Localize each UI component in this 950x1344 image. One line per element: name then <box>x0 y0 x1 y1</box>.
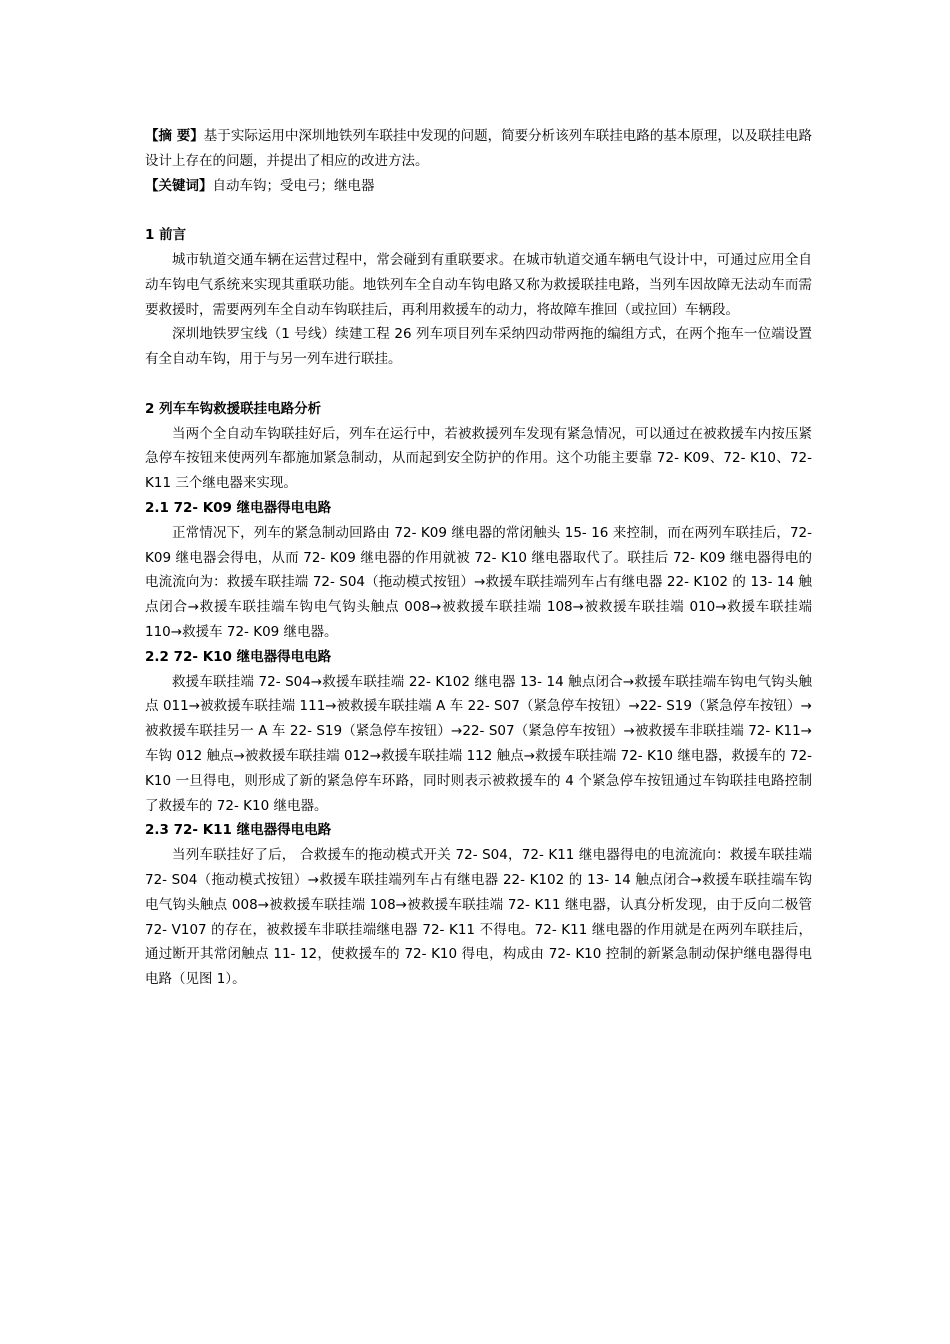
subsection-heading-2-2: 2.2 72- K10 继电器得电电路 <box>145 648 332 665</box>
paragraph: 救援车联挂端 72- S04→救援车联挂端 22- K102 继电器 13- 14 触点闭合→救援车联挂端车钩电气钩头触点 011→被救援车联挂端 111→被救援车联挂端 A 车 22- S07（紧急停车按钮）→22- S19（紧急停车按钮）→被救援车联挂另一 A 车 22- S19（紧急停车按钮）→22- S07（紧急停车按钮）→被救援车非联挂端 72- K11→车钩 012 触点→被救援车联挂端 012→救援车联挂端 112 触点→救援车联挂端 72- K10 继电器，救援车的 72- K10 一旦得电，则形成了新的紧急停车环路，同时则表示被救援车的 4 个紧急停车按钮通过车钩联挂电路控制了救援车的 72- K10 继电器。 <box>145 673 812 814</box>
paragraph: 深圳地铁罗宝线（1 号线）续建工程 26 列车项目列车采纳四动带两拖的编组方式，在两个拖车一位端设置有全自动车钩，用于与另一列车进行联挂。 <box>145 326 812 368</box>
section-heading-2: 2 列车车钩救援联挂电路分析 <box>145 400 322 417</box>
paragraph: 正常情况下，列车的紧急制动回路由 72- K09 继电器的常闭触头 15- 16 来控制，而在两列车联挂后，72- K09 继电器会得电，从而 72- K09 继电器的作用就被 72- K10 继电器取代了。联挂后 72- K09 继电器得电的电流流向为：救援车联挂端 72- S04（拖动模式按钮）→救援车联挂端列车占有继电器 22- K102 的 13- 14 触点闭合→救援车联挂端车钩电气钩头触点 008→被救援车联挂端 108→被救援车联挂端 010→救援车联挂端 110→救援车 72- K09 继电器。 <box>145 524 812 640</box>
paragraph: 当两个全自动车钩联挂好后，列车在运行中，若被救援列车发现有紧急情况，可以通过在被救援车内按压紧急停车按钮来使两列车都施加紧急制动，从而起到安全防护的作用。这个功能主要靠 72- K09、72- K10、72- K11 三个继电器来实现。 <box>145 425 812 492</box>
keywords-text: 自动车钩；受电弓；继电器 <box>212 177 375 194</box>
spacer <box>145 198 812 223</box>
keywords-label: 【关键词】 <box>145 177 213 194</box>
paragraph: 当列车联挂好了后， 合救援车的拖动模式开关 72- S04，72- K11 继电器得电的电流流向：救援车联挂端 72- S04（拖动模式按钮）→救援车联挂端列车占有继电器 22- K102 的 13- 14 触点闭合→救援车联挂端车钩电气钩头触点 008→被救援车联挂端 108→被救援车联挂端 72- K11 继电器，认真分析发现，由于反向二极管 72- V107 的存在，被救援车非联挂端继电器 72- K11 不得电。72- K11 继电器的作用就是在两列车联挂后，通过断开其常闭触点 11- 12，使救援车的 72- K10 得电，构成由 72- K10 控制的新紧急制动保护继电器得电电路（见图 1）。 <box>145 847 812 988</box>
abstract-text: 基于实际运用中深圳地铁列车联挂中发现的问题，简要分析该列车联挂电路的基本原理，以及联挂电路设计上存在的问题，并提出了相应的改进方法。 <box>145 128 812 169</box>
subsection-heading-2-1: 2.1 72- K09 继电器得电电路 <box>145 499 332 516</box>
subsection-heading-2-3: 2.3 72- K11 继电器得电电路 <box>145 822 332 839</box>
keywords <box>145 174 812 199</box>
paragraph: 城市轨道交通车辆在运营过程中，常会碰到有重联要求。在城市轨道交通车辆电气设计中，可通过应用全自动车钩电气系统来实现其重联功能。地铁列车全自动车钩电路又称为救援联挂电路，当列车因故障无法动车而需要救援时，需要两列车全自动车钩联挂后，再利用救援车的动力，将故障车推回（或拉回）车辆段。 <box>145 251 812 318</box>
abstract-label: 【摘 要】 <box>145 128 204 144</box>
document-body <box>145 124 812 992</box>
section-heading-1: 1 前言 <box>145 227 187 244</box>
spacer <box>145 372 812 397</box>
abstract <box>145 124 812 174</box>
